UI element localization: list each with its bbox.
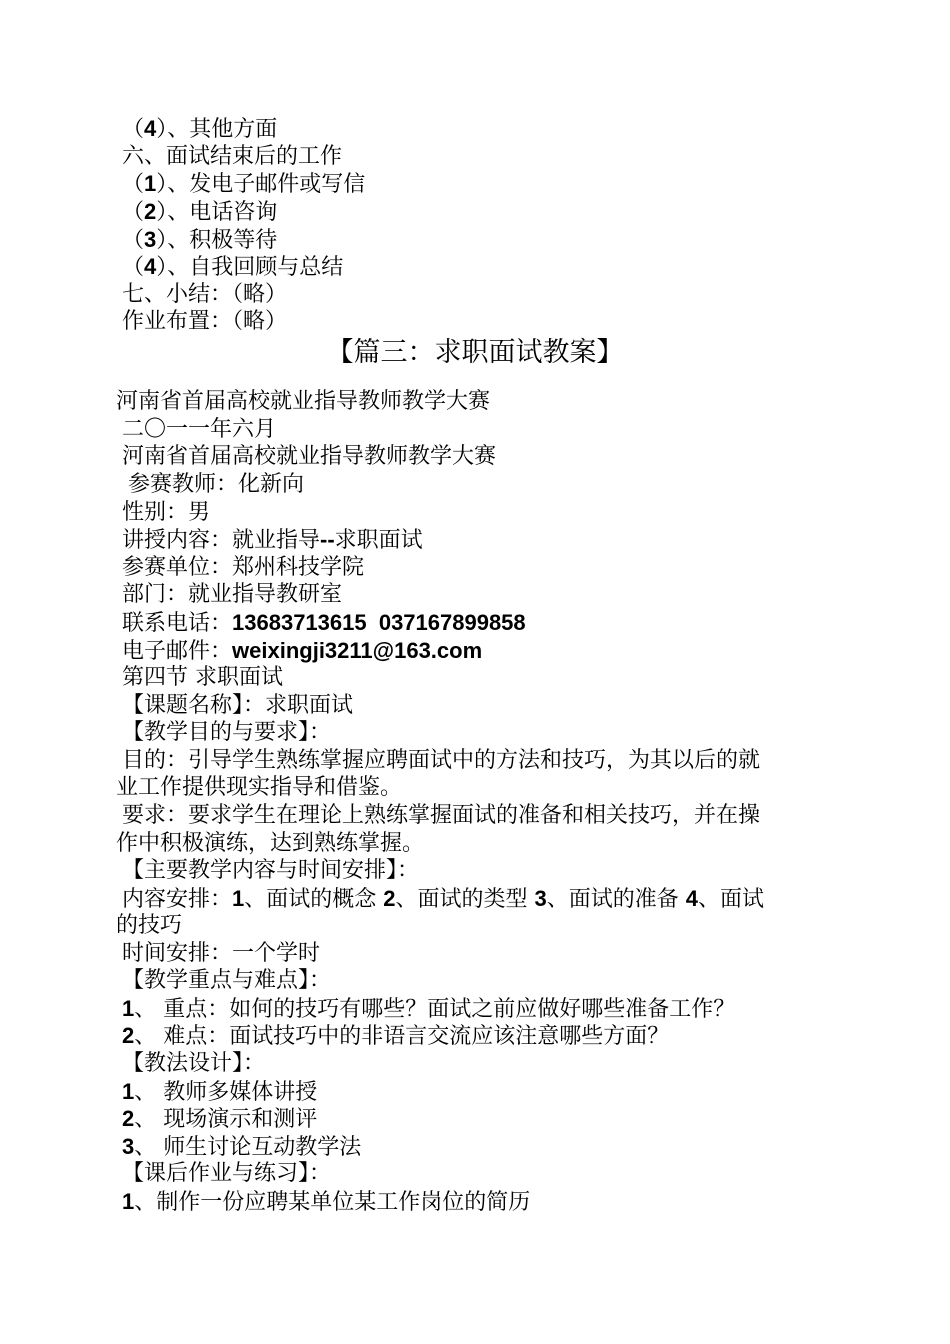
text-line: （4）、其他方面 xyxy=(122,116,278,142)
text-line: 六、面试结束后的工作 xyxy=(122,144,343,169)
text-line: （3）、积极等待 xyxy=(122,227,278,253)
goals-heading: 【教学目的与要求】： xyxy=(122,720,332,745)
department-line: 部门：就业指导教研室 xyxy=(122,582,343,607)
contest-title: 河南省首届高校就业指导教师教学大赛 xyxy=(116,389,491,414)
topic-line: 讲授内容：就业指导--求职面试 xyxy=(122,527,423,553)
list-item: 2、 现场演示和测评 xyxy=(122,1106,318,1132)
gender-line: 性别：男 xyxy=(122,500,211,525)
text-line: 七、小结：（略） xyxy=(122,282,288,307)
goal-line: 目的：引导学生熟练掌握应聘面试中的方法和技巧，为其以后的就 xyxy=(122,748,761,773)
text-line: 作业布置：（略） xyxy=(122,309,288,334)
section-title: 【篇三：求职面试教案】 xyxy=(326,337,624,368)
date-line: 二〇一一年六月 xyxy=(122,417,277,442)
text-line: （4）、自我回顾与总结 xyxy=(122,254,344,280)
method-heading: 【教法设计】： xyxy=(122,1051,266,1076)
phone-line: 联系电话：13683713615 037167899858 xyxy=(122,610,526,636)
goal-line-continued: 业工作提供现实指导和借鉴。 xyxy=(116,775,403,800)
email-line: 电子邮件：weixingji3211@163.com xyxy=(122,638,483,664)
requirement-line: 要求：要求学生在理论上熟练掌握面试的准备和相关技巧，并在操 xyxy=(122,803,761,828)
text-line: （2）、电话咨询 xyxy=(122,199,278,225)
list-item: 1、 重点：如何的技巧有哪些？面试之前应做好哪些准备工作？ xyxy=(122,996,736,1022)
text-line: （1）、发电子邮件或写信 xyxy=(122,171,366,197)
list-item: 3、 师生讨论互动教学法 xyxy=(122,1134,362,1160)
time-line: 时间安排：一个学时 xyxy=(122,941,321,966)
contest-title-repeat: 河南省首届高校就业指导教师教学大赛 xyxy=(122,444,497,469)
unit-line: 参赛单位：郑州科技学院 xyxy=(122,555,365,580)
teacher-line: 参赛教师：化新向 xyxy=(128,472,305,497)
requirement-line-continued: 作中积极演练，达到熟练掌握。 xyxy=(116,831,425,856)
chapter-line: 第四节 求职面试 xyxy=(122,665,283,690)
key-heading: 【教学重点与难点】： xyxy=(122,968,332,993)
course-name-line: 【课题名称】：求职面试 xyxy=(122,693,354,718)
list-item: 2、 难点：面试技巧中的非语言交流应该注意哪些方面？ xyxy=(122,1023,670,1049)
list-item: 1、制作一份应聘某单位某工作岗位的简历 xyxy=(122,1189,531,1215)
list-item: 1、 教师多媒体讲授 xyxy=(122,1079,318,1105)
content-line-continued: 的技巧 xyxy=(116,913,183,938)
homework-heading: 【课后作业与练习】： xyxy=(122,1161,332,1186)
content-heading: 【主要教学内容与时间安排】： xyxy=(122,858,420,883)
content-line: 内容安排：1、面试的概念 2、面试的类型 3、面试的准备 4、面试 xyxy=(122,886,765,912)
